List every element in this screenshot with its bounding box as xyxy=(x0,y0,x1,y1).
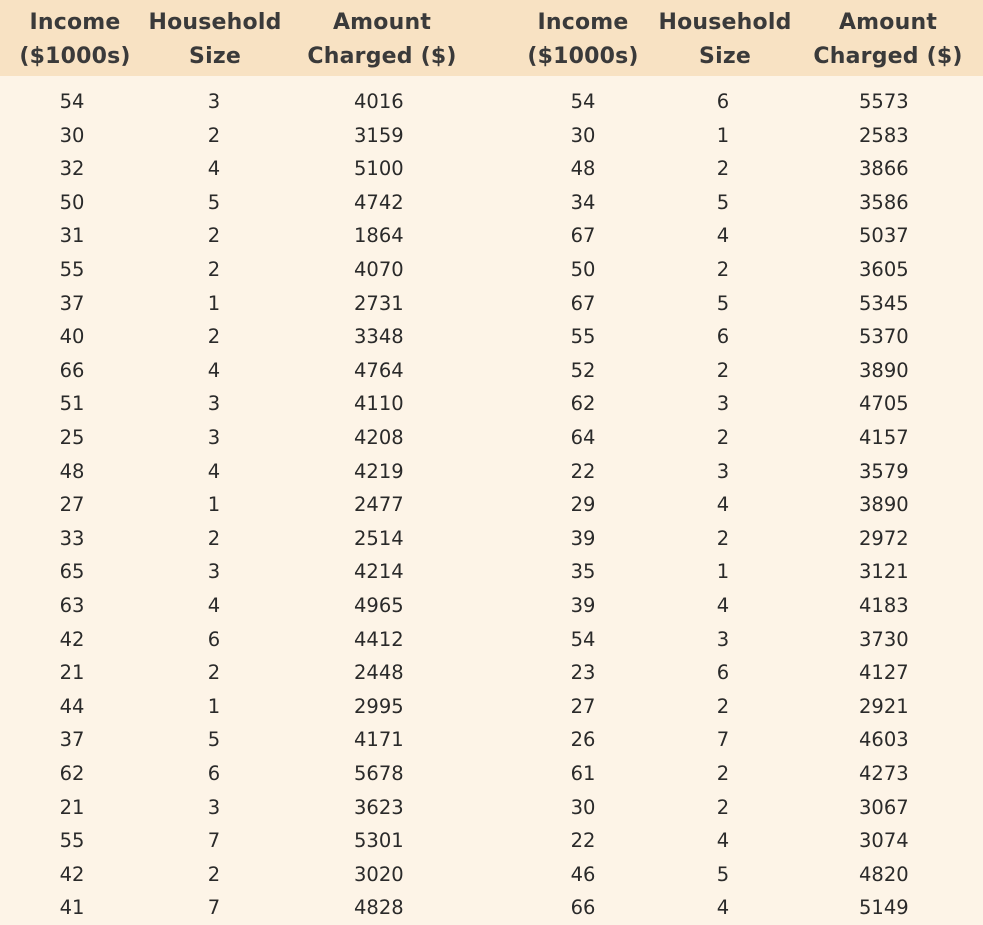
amount-charged-cell: 5301 xyxy=(354,829,404,853)
household-size-cell: 5 xyxy=(207,728,221,752)
amount-charged-cell: 2514 xyxy=(354,526,404,550)
household-size-cell: 4 xyxy=(716,493,730,517)
amount-charged-cell: 2972 xyxy=(859,526,909,550)
household-size-cell: 2 xyxy=(207,862,221,886)
amount-charged-cell: 4273 xyxy=(859,762,909,785)
header-amount-right: Amount Charged ($) xyxy=(813,10,963,69)
amount-charged-cell: 4820 xyxy=(859,862,909,886)
income-cell: 52 xyxy=(570,358,596,382)
amount-charged-cell: 3605 xyxy=(859,258,909,281)
income-cell: 34 xyxy=(570,190,596,214)
income-cell: 65 xyxy=(59,560,85,584)
household-size-cell: 1 xyxy=(207,493,221,517)
amount-charged-cell: 4214 xyxy=(354,560,404,584)
household-size-cell: 3 xyxy=(207,560,221,584)
amount-charged-cell: 2921 xyxy=(859,694,909,718)
amount-charged-cell: 4183 xyxy=(859,594,909,617)
income-cell: 55 xyxy=(570,325,596,349)
household-size-cell: 7 xyxy=(716,728,730,752)
amount-charged-cell: 3586 xyxy=(859,190,909,214)
income-cell: 67 xyxy=(570,224,596,248)
income-cell: 35 xyxy=(570,560,596,584)
income-cell: 54 xyxy=(59,90,85,113)
income-cell: 32 xyxy=(59,157,85,181)
household-size-cell: 4 xyxy=(207,358,221,382)
amount-charged-cell: 5370 xyxy=(859,325,909,349)
income-cell: 21 xyxy=(59,661,85,685)
household-size-cell: 4 xyxy=(716,224,730,248)
household-size-cell: 5 xyxy=(716,190,730,214)
income-cell: 66 xyxy=(570,896,596,920)
income-cell: 37 xyxy=(59,728,85,752)
amount-charged-cell: 5100 xyxy=(354,157,404,181)
amount-charged-cell: 4764 xyxy=(354,358,404,382)
household-size-cell: 3 xyxy=(207,795,221,819)
amount-charged-cell: 3348 xyxy=(354,325,404,349)
amount-charged-cell: 4171 xyxy=(354,728,404,752)
amount-charged-cell: 5037 xyxy=(859,224,909,248)
amount-charged-cell: 3890 xyxy=(859,493,909,517)
household-size-cell: 4 xyxy=(716,829,730,853)
amount-charged-cell: 3890 xyxy=(859,358,909,382)
amount-charged-cell: 3866 xyxy=(859,157,909,181)
income-cell: 39 xyxy=(570,594,596,617)
header-household-right: Household Size xyxy=(658,10,792,69)
income-cell: 55 xyxy=(59,829,85,853)
income-cell: 62 xyxy=(570,392,596,416)
household-size-cell: 5 xyxy=(716,291,730,315)
amount-charged-cell: 4127 xyxy=(859,661,909,685)
income-cell: 46 xyxy=(570,862,596,886)
amount-charged-cell: 3020 xyxy=(354,862,404,886)
household-size-cell: 2 xyxy=(207,224,221,248)
income-cell: 30 xyxy=(59,123,85,147)
amount-charged-cell: 5345 xyxy=(859,291,909,315)
amount-charged-cell: 4705 xyxy=(859,392,909,416)
income-cell: 23 xyxy=(570,661,596,685)
income-cell: 51 xyxy=(59,392,85,416)
amount-charged-cell: 4110 xyxy=(354,392,404,416)
income-cell: 48 xyxy=(570,157,596,181)
income-cell: 62 xyxy=(59,762,85,785)
income-cell: 25 xyxy=(59,426,85,449)
household-size-cell: 3 xyxy=(207,426,221,449)
amount-charged-cell: 3121 xyxy=(859,560,909,584)
household-size-cell: 2 xyxy=(716,426,730,449)
amount-charged-cell: 3159 xyxy=(354,123,404,147)
amount-charged-cell: 4412 xyxy=(354,627,404,651)
household-size-cell: 1 xyxy=(207,694,221,718)
income-cell: 27 xyxy=(570,694,596,718)
household-size-cell: 6 xyxy=(207,762,221,785)
income-cell: 66 xyxy=(59,358,85,382)
amount-charged-cell: 4965 xyxy=(354,594,404,617)
household-size-cell: 6 xyxy=(716,325,730,349)
amount-charged-cell: 4208 xyxy=(354,426,404,449)
header-income-left: Income ($1000s) xyxy=(19,10,131,69)
amount-charged-cell: 4828 xyxy=(354,896,404,920)
amount-charged-cell: 2477 xyxy=(354,493,404,517)
household-size-cell: 6 xyxy=(716,661,730,685)
household-size-cell: 4 xyxy=(207,157,221,181)
amount-charged-cell: 3579 xyxy=(859,459,909,483)
income-cell: 44 xyxy=(59,694,85,718)
header-household-left: Household Size xyxy=(148,10,282,69)
amount-charged-cell: 3730 xyxy=(859,627,909,651)
income-cell: 63 xyxy=(59,594,85,617)
household-size-cell: 3 xyxy=(207,392,221,416)
household-size-cell: 2 xyxy=(207,258,221,281)
income-cell: 54 xyxy=(570,627,596,651)
income-cell: 37 xyxy=(59,291,85,315)
income-cell: 27 xyxy=(59,493,85,517)
household-size-cell: 7 xyxy=(207,829,221,853)
income-cell: 30 xyxy=(570,795,596,819)
household-size-cell: 2 xyxy=(716,358,730,382)
income-cell: 30 xyxy=(570,123,596,147)
household-size-cell: 3 xyxy=(207,90,221,113)
income-cell: 50 xyxy=(570,258,596,281)
header-amount-left: Amount Charged ($) xyxy=(307,10,457,69)
household-size-cell: 7 xyxy=(207,896,221,920)
household-size-cell: 2 xyxy=(716,258,730,281)
income-cell: 26 xyxy=(570,728,596,752)
amount-charged-cell: 1864 xyxy=(354,224,404,248)
header-income-right: Income ($1000s) xyxy=(527,10,639,69)
income-cell: 33 xyxy=(59,526,85,550)
household-size-cell: 3 xyxy=(716,392,730,416)
household-size-cell: 5 xyxy=(207,190,221,214)
household-size-cell: 5 xyxy=(716,862,730,886)
table-header xyxy=(0,0,983,76)
amount-charged-cell: 4016 xyxy=(354,90,404,113)
household-size-cell: 1 xyxy=(716,123,730,147)
household-size-cell: 3 xyxy=(716,627,730,651)
amount-charged-cell: 4219 xyxy=(354,459,404,483)
amount-charged-cell: 2448 xyxy=(354,661,404,685)
household-size-cell: 2 xyxy=(716,762,730,785)
household-size-cell: 4 xyxy=(207,594,221,617)
household-size-cell: 4 xyxy=(716,594,730,617)
household-size-cell: 1 xyxy=(716,560,730,584)
income-cell: 22 xyxy=(570,459,596,483)
income-cell: 42 xyxy=(59,627,85,651)
income-cell: 50 xyxy=(59,190,85,214)
amount-charged-cell: 3074 xyxy=(859,829,909,853)
household-size-cell: 1 xyxy=(207,291,221,315)
amount-charged-cell: 2583 xyxy=(859,123,909,147)
income-cell: 67 xyxy=(570,291,596,315)
amount-charged-cell: 3067 xyxy=(859,795,909,819)
income-cell: 29 xyxy=(570,493,596,517)
household-size-cell: 2 xyxy=(207,526,221,550)
household-size-cell: 4 xyxy=(207,459,221,483)
household-size-cell: 2 xyxy=(207,661,221,685)
amount-charged-cell: 4603 xyxy=(859,728,909,752)
household-size-cell: 6 xyxy=(716,90,730,113)
household-size-cell: 2 xyxy=(716,157,730,181)
income-cell: 54 xyxy=(570,90,596,113)
amount-charged-cell: 5678 xyxy=(354,762,404,785)
income-cell: 39 xyxy=(570,526,596,550)
income-cell: 64 xyxy=(570,426,596,449)
household-size-cell: 2 xyxy=(207,325,221,349)
household-size-cell: 2 xyxy=(716,694,730,718)
household-size-cell: 3 xyxy=(716,459,730,483)
income-cell: 41 xyxy=(59,896,85,920)
income-cell: 55 xyxy=(59,258,85,281)
amount-charged-cell: 4742 xyxy=(354,190,404,214)
household-size-cell: 6 xyxy=(207,627,221,651)
amount-charged-cell: 2731 xyxy=(354,291,404,315)
amount-charged-cell: 4070 xyxy=(354,258,404,281)
household-size-cell: 2 xyxy=(207,123,221,147)
income-cell: 48 xyxy=(59,459,85,483)
household-size-cell: 4 xyxy=(716,896,730,920)
income-cell: 22 xyxy=(570,829,596,853)
amount-charged-cell: 2995 xyxy=(354,694,404,718)
household-size-cell: 2 xyxy=(716,795,730,819)
income-cell: 40 xyxy=(59,325,85,349)
amount-charged-cell: 5149 xyxy=(859,896,909,920)
amount-charged-cell: 5573 xyxy=(859,90,909,113)
income-cell: 21 xyxy=(59,795,85,819)
amount-charged-cell: 4157 xyxy=(859,426,909,449)
income-cell: 42 xyxy=(59,862,85,886)
income-cell: 31 xyxy=(59,224,85,248)
household-size-cell: 2 xyxy=(716,526,730,550)
amount-charged-cell: 3623 xyxy=(354,795,404,819)
income-cell: 61 xyxy=(570,762,596,785)
